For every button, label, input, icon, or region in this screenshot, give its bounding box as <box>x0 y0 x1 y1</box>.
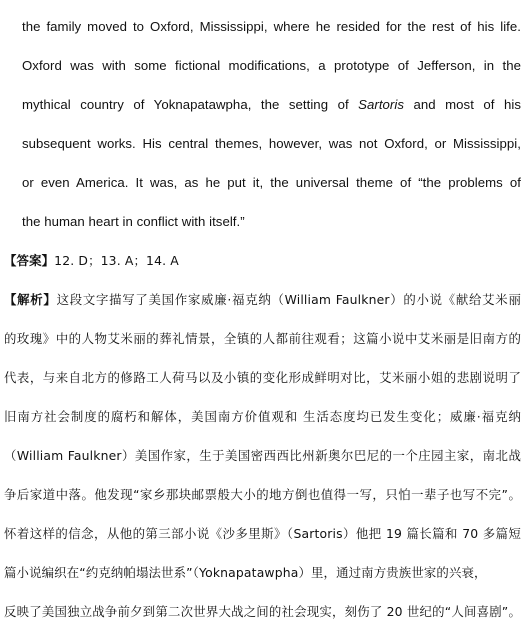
book-title-sartoris: Sartoris <box>358 97 404 112</box>
analysis-line-5: （William Faulkner）美国作家，生于美国密西西比州新奥尔巴尼的一个庄园主家，南北战 <box>4 448 521 463</box>
analysis-line-7: 怀着这样的信念，从他的第三部小说《沙多里斯》（Sartoris）他把 19 篇长篇和 70 多篇短 <box>4 526 521 541</box>
passage-line-3-after: and most of his <box>404 97 521 112</box>
passage-line-4: subsequent works. His central themes, however, was not Oxford, or Mississippi, <box>22 136 521 151</box>
passage-line-3-before: mythical country of Yoknapatawpha, the setting of <box>22 97 359 112</box>
passage-line-5: or even America. It was, as he put it, the universal theme of “the problems of <box>22 175 521 190</box>
analysis-line-1 <box>0 290 529 310</box>
analysis-line-6: 争后家道中落。他发现“家乡那块邮票般大小的地方倒也值得一写，只怕一辈子也写不完”。 <box>4 487 521 502</box>
analysis-line-4: 旧南方社会制度的腐朽和解体，美国南方价值观和 生活态度均已发生变化；威廉·福克纳 <box>4 409 521 424</box>
analysis-line-1-text: 这段文字描写了美国作家威廉·福克纳（William Faulkner）的小说《献给艾米丽 <box>56 292 521 307</box>
answer-text: 12. D；13. A；14. A <box>54 253 179 268</box>
passage-line-6: the human heart in conflict with itself.” <box>22 214 245 229</box>
passage-line-1: the family moved to Oxford, Mississippi, where he resided for the rest of his life. <box>22 19 521 34</box>
passage-line-3 <box>0 95 529 115</box>
analysis-label: 【解析】 <box>4 292 57 307</box>
passage-line-2: Oxford was with some fictional modifications, a prototype of Jefferson, in the <box>22 58 521 73</box>
analysis-line-8: 篇小说编织在“约克纳帕塌法世系”（Yoknapatawpha）里，通过南方贵族世家的兴衰， <box>4 565 487 580</box>
answer-line <box>0 251 529 271</box>
analysis-line-2: 的玫瑰》中的人物艾米丽的葬礼情景，全镇的人都前往观看；这篇小说中艾米丽是旧南方的 <box>4 331 521 346</box>
analysis-line-9: 反映了美国独立战争前夕到第二次世界大战之间的社会现实，刻伤了 20 世纪的“人间喜剧”。 <box>4 604 521 619</box>
analysis-line-3: 代表，与来自北方的修路工人荷马以及小镇的变化形成鲜明对比，艾米丽小姐的悲剧说明了 <box>4 370 521 385</box>
answer-label: 【答案】 <box>4 253 55 268</box>
